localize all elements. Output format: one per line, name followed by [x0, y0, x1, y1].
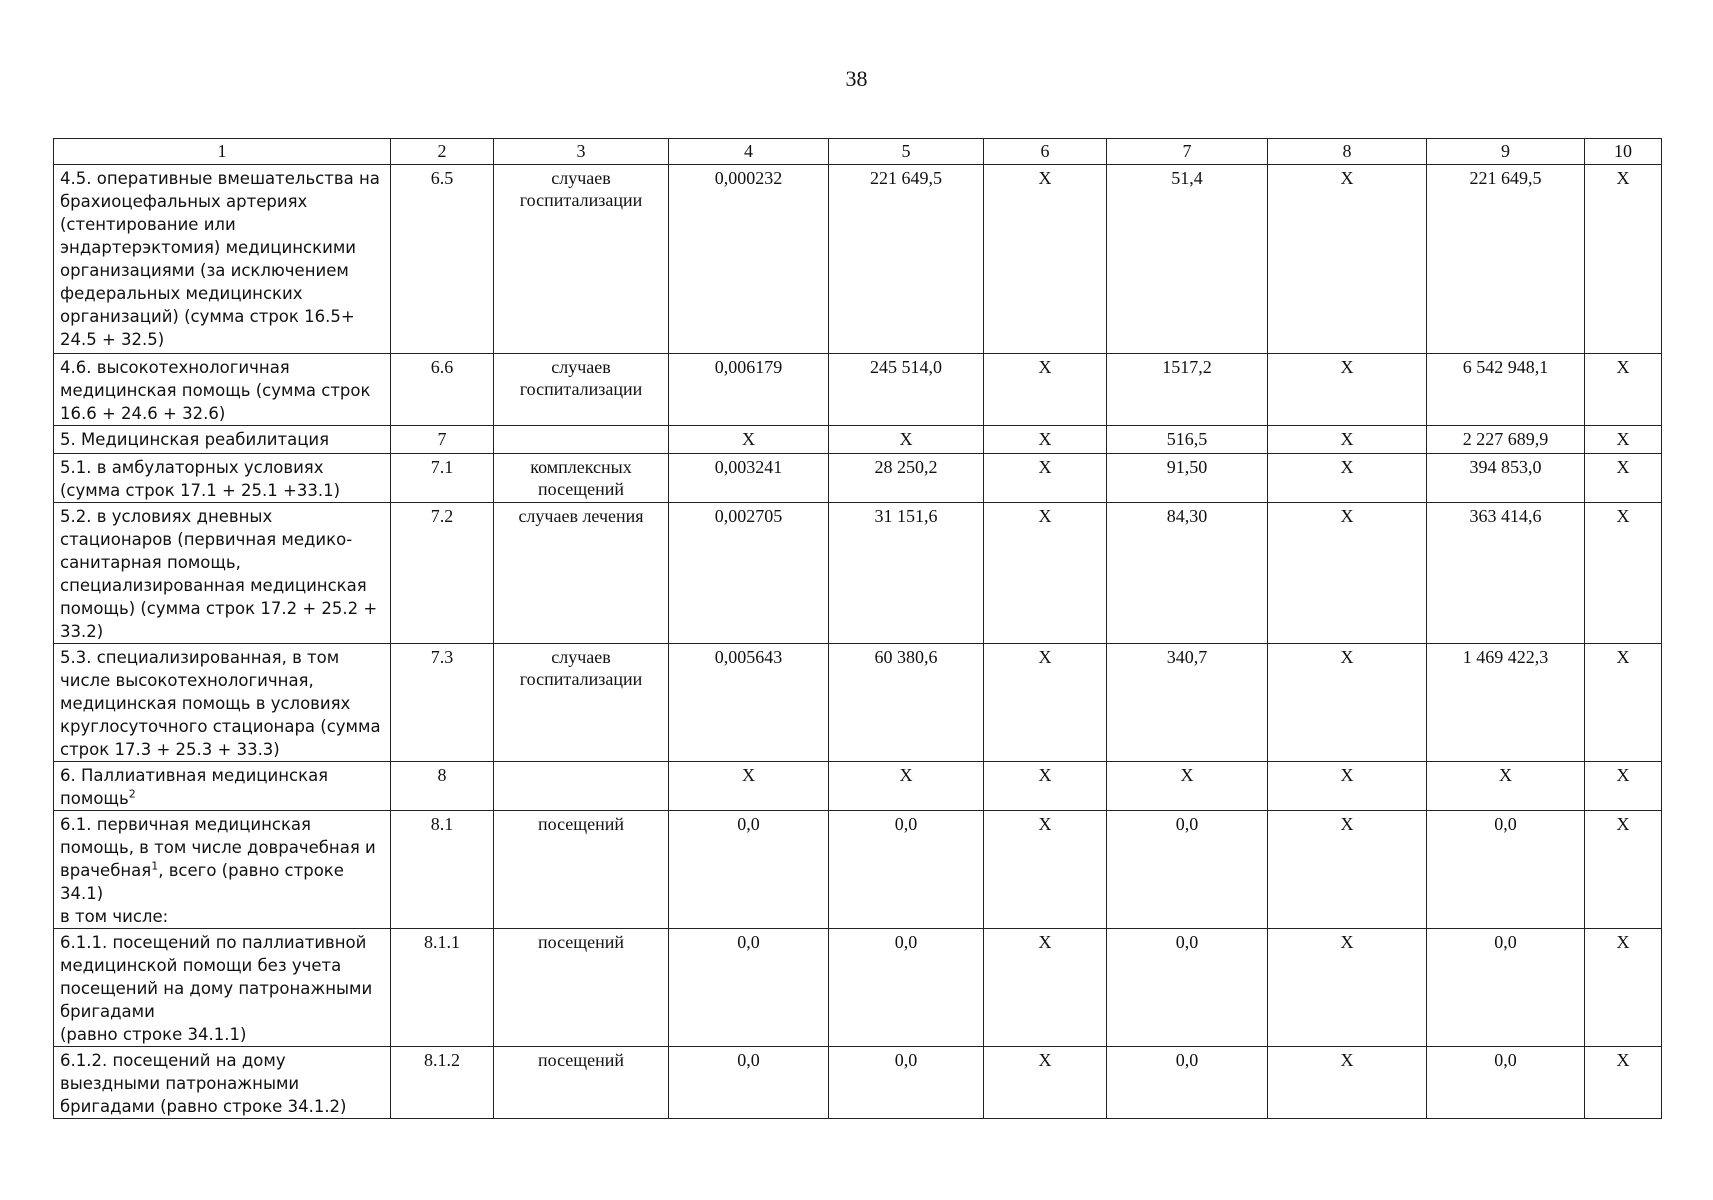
row-unit-cell: [494, 426, 669, 454]
column-header: 10: [1585, 139, 1662, 165]
value-cell: X: [1268, 426, 1427, 454]
value-cell: X: [1268, 165, 1427, 354]
value-cell: X: [1268, 454, 1427, 503]
value-cell: 0,0: [829, 1047, 984, 1119]
table-row: [54, 811, 1662, 929]
row-unit-cell: случаев лечения: [494, 503, 669, 644]
value-cell: X: [1585, 503, 1662, 644]
value-cell: X: [1585, 811, 1662, 929]
value-cell: 0,0: [1107, 1047, 1268, 1119]
row-name-cell: 5.1. в амбулаторных условиях (сумма строк 17.1 + 25.1 +33.1): [54, 454, 391, 503]
row-name-text-continued: , всего (равно строке 34.1) в том числе:: [60, 861, 344, 926]
table-row: [54, 354, 1662, 426]
column-header: 5: [829, 139, 984, 165]
row-name-cell: 5.3. специализированная, в том числе высокотехнологичная, медицинская помощь в условиях круглосуточного стационара (сумма строк 17.3 + 25.3 + 33.3): [54, 644, 391, 762]
row-code-cell: 7.2: [391, 503, 494, 644]
value-cell: X: [984, 165, 1107, 354]
row-name-cell: 5. Медицинская реабилитация: [54, 426, 391, 454]
value-cell: X: [984, 454, 1107, 503]
page-number: 38: [845, 66, 868, 91]
value-cell: 0,002705: [669, 503, 829, 644]
value-cell: X: [1585, 426, 1662, 454]
value-cell: X: [1585, 1047, 1662, 1119]
value-cell: X: [1107, 762, 1268, 811]
column-header: 1: [54, 139, 391, 165]
footnote-marker: 2: [128, 787, 136, 801]
value-cell: 340,7: [1107, 644, 1268, 762]
column-header: 2: [391, 139, 494, 165]
value-cell: 245 514,0: [829, 354, 984, 426]
row-unit-cell: случаев госпитализации: [494, 644, 669, 762]
value-cell: 0,0: [1107, 929, 1268, 1047]
value-cell: 91,50: [1107, 454, 1268, 503]
row-code-cell: 8.1.2: [391, 1047, 494, 1119]
row-unit-cell: посещений: [494, 929, 669, 1047]
value-cell: X: [1585, 762, 1662, 811]
table-row: [54, 929, 1662, 1047]
row-unit-cell: [494, 762, 669, 811]
value-cell: 0,0: [829, 929, 984, 1047]
value-cell: 394 853,0: [1427, 454, 1585, 503]
column-header: 6: [984, 139, 1107, 165]
row-code-cell: 8: [391, 762, 494, 811]
value-cell: X: [1585, 644, 1662, 762]
value-cell: 221 649,5: [829, 165, 984, 354]
column-header: 4: [669, 139, 829, 165]
value-cell: 0,003241: [669, 454, 829, 503]
table-row: [54, 426, 1662, 454]
value-cell: 1517,2: [1107, 354, 1268, 426]
row-code-cell: 7.3: [391, 644, 494, 762]
column-header: 7: [1107, 139, 1268, 165]
row-name-cell: 4.6. высокотехнологичная медицинская помощь (сумма строк 16.6 + 24.6 + 32.6): [54, 354, 391, 426]
value-cell: X: [984, 426, 1107, 454]
value-cell: 0,0: [829, 811, 984, 929]
value-cell: 0,005643: [669, 644, 829, 762]
value-cell: 84,30: [1107, 503, 1268, 644]
row-unit-cell: посещений: [494, 811, 669, 929]
row-name-cell: 6.1.2. посещений на дому выездными патронажными бригадами (равно строке 34.1.2): [54, 1047, 391, 1119]
value-cell: X: [1268, 354, 1427, 426]
value-cell: X: [984, 1047, 1107, 1119]
value-cell: X: [984, 644, 1107, 762]
value-cell: X: [984, 503, 1107, 644]
value-cell: 0,0: [669, 1047, 829, 1119]
value-cell: X: [1268, 929, 1427, 1047]
value-cell: X: [984, 929, 1107, 1047]
row-name-cell: 4.5. оперативные вмешательства на брахиоцефальных артериях (стентирование или эндартерэктомия) медицинскими организациями (за исключением федеральных медицинских организаций) (сумма строк 16.5+ 24.5 + 32.5): [54, 165, 391, 354]
row-unit-cell: случаев госпитализации: [494, 165, 669, 354]
row-unit-cell: комплексных посещений: [494, 454, 669, 503]
value-cell: X: [984, 762, 1107, 811]
value-cell: X: [1268, 1047, 1427, 1119]
row-code-cell: 8.1.1: [391, 929, 494, 1047]
table-row: [54, 762, 1662, 811]
value-cell: 0,0: [1427, 811, 1585, 929]
row-code-cell: 6.5: [391, 165, 494, 354]
value-cell: 0,0: [1107, 811, 1268, 929]
value-cell: 0,0: [1427, 1047, 1585, 1119]
value-cell: 516,5: [1107, 426, 1268, 454]
column-header: 3: [494, 139, 669, 165]
table-header-row: [54, 139, 1662, 165]
value-cell: X: [1268, 503, 1427, 644]
value-cell: 60 380,6: [829, 644, 984, 762]
column-header: 8: [1268, 139, 1427, 165]
table-row: [54, 503, 1662, 644]
value-cell: 0,000232: [669, 165, 829, 354]
row-code-cell: 7.1: [391, 454, 494, 503]
value-cell: X: [829, 762, 984, 811]
value-cell: 31 151,6: [829, 503, 984, 644]
value-cell: X: [1268, 644, 1427, 762]
value-cell: 2 227 689,9: [1427, 426, 1585, 454]
value-cell: X: [1268, 762, 1427, 811]
value-cell: 0,0: [669, 929, 829, 1047]
row-unit-cell: случаев госпитализации: [494, 354, 669, 426]
table-row: [54, 1047, 1662, 1119]
table-row: [54, 165, 1662, 354]
value-cell: 0,0: [1427, 929, 1585, 1047]
value-cell: 0,0: [669, 811, 829, 929]
footnote-marker: 1: [151, 859, 159, 873]
value-cell: X: [1585, 354, 1662, 426]
value-cell: 51,4: [1107, 165, 1268, 354]
row-name-text: 6. Паллиативная медицинская помощь: [60, 766, 329, 808]
value-cell: X: [669, 762, 829, 811]
row-name-cell: [54, 811, 391, 929]
value-cell: X: [1585, 929, 1662, 1047]
row-code-cell: 6.6: [391, 354, 494, 426]
row-name-cell: 6.1.1. посещений по паллиативной медицинской помощи без учета посещений на дому патронажными бригадами (равно строке 34.1.1): [54, 929, 391, 1047]
row-unit-cell: посещений: [494, 1047, 669, 1119]
value-cell: X: [984, 811, 1107, 929]
value-cell: 0,006179: [669, 354, 829, 426]
value-cell: X: [829, 426, 984, 454]
row-code-cell: 8.1: [391, 811, 494, 929]
column-header: 9: [1427, 139, 1585, 165]
value-cell: 363 414,6: [1427, 503, 1585, 644]
value-cell: X: [1427, 762, 1585, 811]
value-cell: X: [1268, 811, 1427, 929]
value-cell: X: [669, 426, 829, 454]
value-cell: 28 250,2: [829, 454, 984, 503]
value-cell: 221 649,5: [1427, 165, 1585, 354]
value-cell: 1 469 422,3: [1427, 644, 1585, 762]
value-cell: X: [1585, 165, 1662, 354]
data-table: [53, 138, 1662, 1119]
row-name-cell: 5.2. в условиях дневных стационаров (первичная медико-санитарная помощь, специализированная медицинская помощь) (сумма строк 17.2 + 25.2 + 33.2): [54, 503, 391, 644]
value-cell: X: [1585, 454, 1662, 503]
row-code-cell: 7: [391, 426, 494, 454]
table-row: [54, 454, 1662, 503]
table-row: [54, 644, 1662, 762]
row-name-cell: [54, 762, 391, 811]
value-cell: 6 542 948,1: [1427, 354, 1585, 426]
value-cell: X: [984, 354, 1107, 426]
row-name-text: 6.1. первичная медицинская помощь, в том числе доврачебная и врачебная: [60, 815, 376, 880]
